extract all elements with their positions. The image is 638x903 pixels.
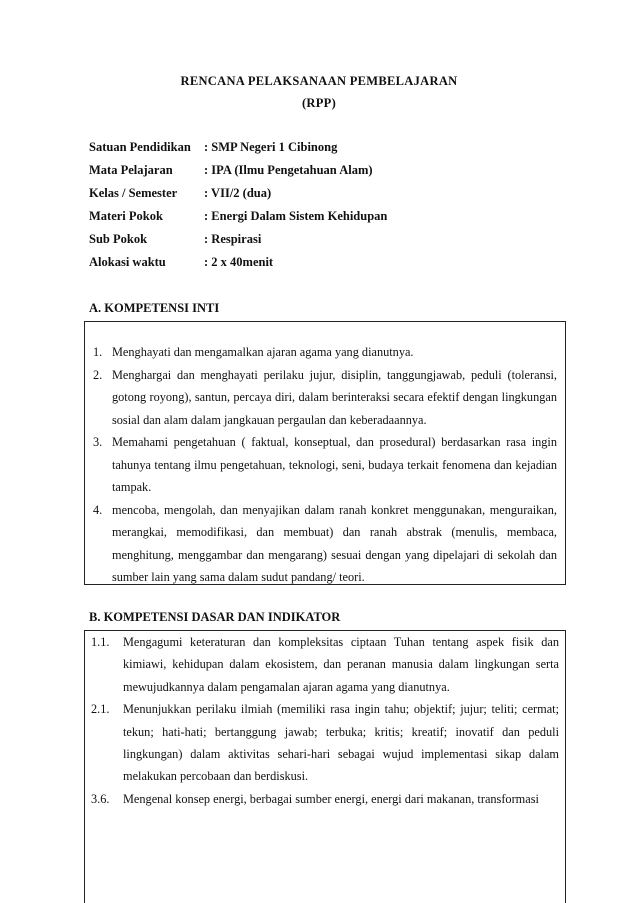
item-number: 1. bbox=[93, 345, 103, 359]
meta-label: Alokasi waktu bbox=[89, 255, 166, 269]
kompetensi-inti-box bbox=[84, 321, 566, 585]
item-text: mencoba, mengolah, dan menyajikan dalam ranah konkret menggunakan, menguraikan, merangkai, memodifikasi, dan membuat) dan ranah abstrak (menulis, membaca, menghitung, menggambar dan mengarang) sesuai dengan yang dipelajari di sekolah dan sumber lain yang sama dalam sudut pandang/ teori. bbox=[112, 502, 557, 584]
list-item bbox=[93, 341, 557, 364]
meta-row-mapel bbox=[89, 163, 569, 186]
meta-value: : SMP Negeri 1 Cibinong bbox=[204, 140, 338, 154]
meta-row-alokasi bbox=[89, 255, 569, 278]
meta-value: : VII/2 (dua) bbox=[204, 186, 272, 200]
meta-row-materi bbox=[89, 209, 569, 232]
list-item bbox=[93, 499, 557, 589]
list-item bbox=[91, 698, 559, 788]
document-title: RENCANA PELAKSANAAN PEMBELAJARAN bbox=[180, 74, 458, 88]
section-heading-kompetensi-dasar: B. KOMPETENSI DASAR DAN INDIKATOR bbox=[89, 610, 341, 624]
item-text: Menghargai dan menghayati perilaku jujur, disiplin, tanggungjawab, peduli (toleransi, gotong royong), santun, percaya diri, dalam berinteraksi secara efektif dengan lingkungan sosial dan alam dalam jangkauan pergaulan dan keberadaannya. bbox=[112, 367, 557, 427]
list-item bbox=[91, 631, 559, 698]
kompetensi-inti-list bbox=[93, 341, 557, 589]
meta-row-satuan bbox=[89, 140, 569, 163]
meta-label: Satuan Pendidikan bbox=[89, 140, 191, 154]
item-number: 4. bbox=[93, 502, 103, 517]
item-text: Menunjukkan perilaku ilmiah (memiliki rasa ingin tahu; objektif; jujur; teliti; cermat; tekun; hati-hati; bertanggung jawab; terbuka; kritis; kreatif; inovatif dan peduli lingkungan) dalam aktivitas sehari-hari sebagai wujud implementasi sikap dalam melakukan percobaan dan berdiskusi. bbox=[123, 702, 559, 784]
kompetensi-dasar-box bbox=[84, 630, 566, 903]
meta-label: Kelas / Semester bbox=[89, 186, 178, 200]
meta-label: Mata Pelajaran bbox=[89, 163, 173, 177]
meta-value: : Energi Dalam Sistem Kehidupan bbox=[204, 209, 388, 223]
meta-row-kelas bbox=[89, 186, 569, 209]
meta-value: : Respirasi bbox=[204, 232, 262, 246]
item-text: Mengenal konsep energi, berbagai sumber energi, energi dari makanan, transformasi bbox=[123, 791, 539, 806]
list-item bbox=[93, 431, 557, 499]
item-number: 1.1. bbox=[91, 635, 110, 649]
item-number: 3. bbox=[93, 435, 103, 449]
meta-value: : 2 x 40menit bbox=[204, 255, 274, 269]
document-subtitle: (RPP) bbox=[301, 96, 337, 110]
item-text: Memahami pengetahuan ( faktual, konseptual, dan prosedural) berdasarkan rasa ingin tahunya tentang ilmu pengetahuan, teknologi, seni, budaya terkait fenomena dan kejadian tampak. bbox=[112, 435, 557, 494]
meta-label: Sub Pokok bbox=[89, 232, 148, 246]
list-item bbox=[91, 788, 559, 810]
kompetensi-dasar-list bbox=[91, 631, 559, 810]
item-number: 2.1. bbox=[91, 702, 110, 717]
item-number: 3.6. bbox=[91, 791, 110, 806]
identity-table bbox=[89, 140, 569, 278]
list-item bbox=[93, 364, 557, 432]
item-text: Menghayati dan mengamalkan ajaran agama yang dianutnya. bbox=[112, 345, 414, 359]
item-text: Mengagumi keteraturan dan kompleksitas ciptaan Tuhan tentang aspek fisik dan kimiawi, kehidupan dalam ekosistem, dan peranan manusia dalam lingkungan serta mewujudkannya dalam pengamalan ajaran agama yang dianutnya. bbox=[123, 635, 559, 694]
meta-row-subpokok bbox=[89, 232, 569, 255]
item-number: 2. bbox=[93, 367, 103, 382]
section-heading-kompetensi-inti: A. KOMPETENSI INTI bbox=[89, 301, 220, 315]
meta-label: Materi Pokok bbox=[89, 209, 163, 223]
meta-value: : IPA (Ilmu Pengetahuan Alam) bbox=[204, 163, 373, 177]
